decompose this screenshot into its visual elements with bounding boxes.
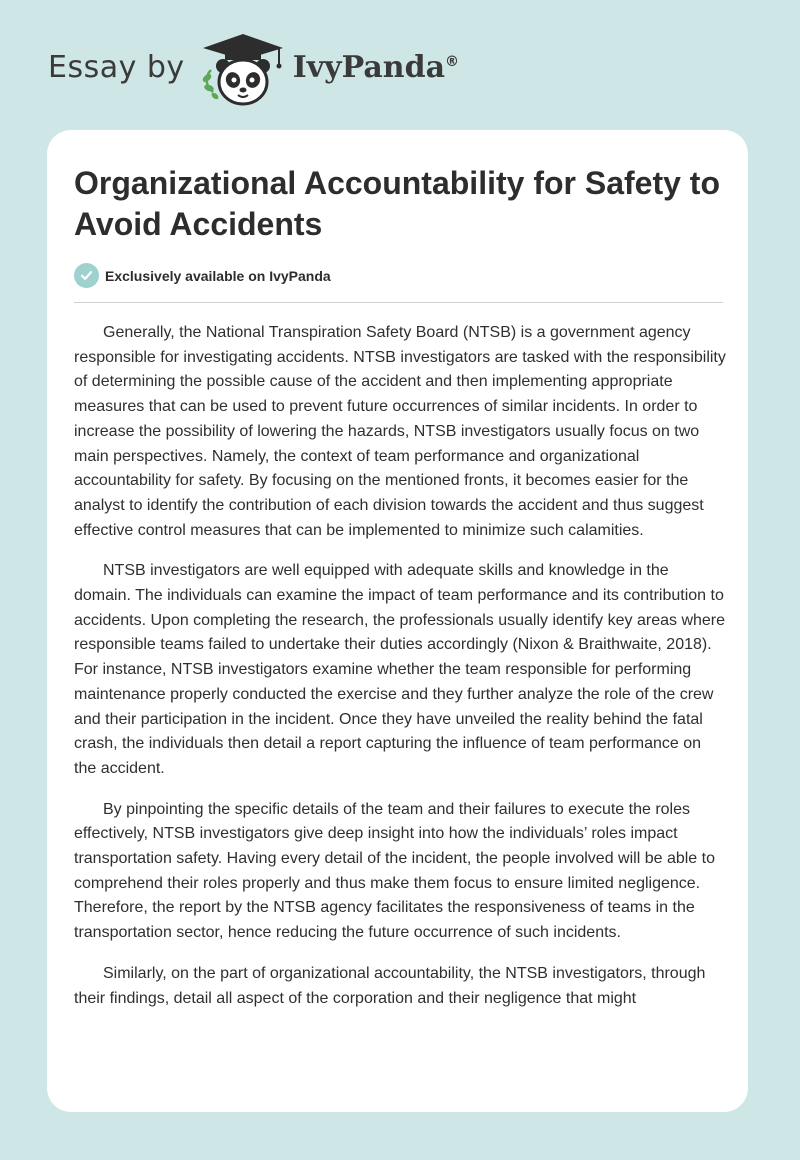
paragraph: By pinpointing the specific details of the team and their failures to execute the roles effectively, NTSB investigators give deep insight into how the individuals’ roles impact transportation safety. Having every detail of the incident, the people involved will be able to comprehend their roles properly and thus make them focus to ensure limited negligence. Therefore, the report by the NTSB agency facilitates the responsiveness of teams in the transportation sector, hence reducing the future occurrence of such incidents. [74, 800, 715, 942]
site-header [48, 30, 459, 110]
paragraph: Generally, the National Transpiration Safety Board (NTSB) is a government agency responsible for investigating accidents. NTSB investigators are tasked with the responsibility of determining the possible cause of the accident and then implementing appropriate measures that can be used to prevent future occurrences of similar incidents. In order to increase the possibility of lowering the hazards, NTSB investigators usually focus on two main perspectives. Namely, the context of team performance and organizational accountability for safety. By focusing on the mentioned fronts, it becomes easier for the analyst to identify the contribution of each division towards the accident and thus suggest effective control measures that can be implemented to minimize such calamities. [74, 324, 726, 539]
divider [74, 302, 723, 303]
paragraph: NTSB investigators are well equipped with adequate skills and knowledge in the domain. The individuals can examine the impact of team performance and its contribution to accidents. Upon completing the research, the professionals usually identify key areas where responsible teams failed to undertake their duties accordingly (Nixon & Braithwaite, 2018). For instance, NTSB investigators examine whether the team responsible for performing maintenance properly conducted the exercise and they further analyze the role of the crew and their participation in the incident. Once they have unveiled the reality behind the fatal crash, the individuals then detail a report capturing the influence of team performance on the accident. [74, 562, 726, 777]
check-icon [74, 263, 99, 288]
panda-graduate-icon[interactable] [199, 30, 287, 110]
exclusive-badge [74, 263, 331, 288]
brand-name[interactable]: IvyPanda® [292, 49, 460, 85]
exclusive-label: Exclusively available on IvyPanda [105, 267, 331, 284]
essay-title: Organizational Accountability for Safety to Avoid Accidents [74, 165, 720, 242]
essay-card [47, 130, 748, 1112]
paragraph: Similarly, on the part of organizational accountability, the NTSB investigators, through their findings, detail all aspect of the corporation and their negligence that might [74, 964, 706, 1007]
essay-body [74, 321, 726, 1027]
essay-by-label: Essay by [48, 49, 185, 85]
